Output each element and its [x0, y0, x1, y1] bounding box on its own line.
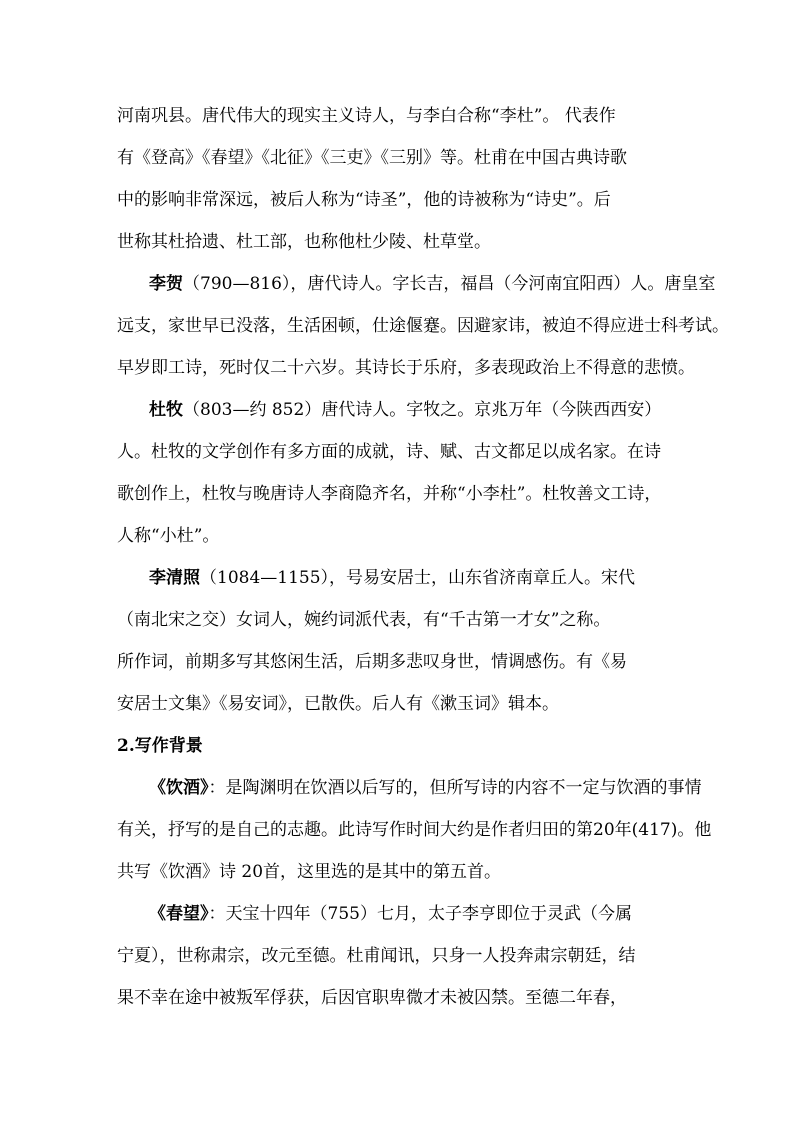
poem-title: 《饮酒》	[149, 778, 209, 798]
text-line: 河南巩县。唐代伟大的现实主义诗人，与李白合称“李杜”。 代表作	[117, 106, 616, 126]
text-line: 人。杜牧的文学创作有多方面的成就，诗、赋、古文都足以成名家。在诗	[117, 442, 661, 462]
paragraph-first-line	[149, 268, 789, 300]
text-line: 远支，家世早已没落，生活困顿，仕途偃蹇。因避家讳，被迫不得应进士科考试。	[117, 316, 729, 336]
text-line: 共写《饮酒》诗 20首，这里选的是其中的第五首。	[117, 862, 502, 882]
section-heading: 2.写作背景	[117, 736, 203, 756]
text-line: 早岁即工诗，死时仅二十六岁。其诗长于乐府，多表现政治上不得意的悲愤。	[117, 358, 695, 378]
text-line: 果不幸在途中被叛军俘获，后因官职卑微才未被囚禁。至德二年春，	[117, 988, 627, 1008]
text-line: （南北宋之交）女词人，婉约词派代表，有“千古第一才女”之称。	[117, 610, 611, 630]
text-line: 有《登高》《春望》《北征》《三吏》《三别》等。杜甫在中国古典诗歌	[117, 148, 627, 168]
text-run: （1084—1155），号易安居士，山东省济南章丘人。宋代	[200, 568, 636, 588]
text-run: （803—约 852）唐代诗人。字牧之。京兆万年（今陕西西安）	[183, 400, 662, 420]
author-name: 李贺	[149, 274, 183, 294]
paragraph-first-line	[149, 562, 789, 594]
text-line: 中的影响非常深远，被后人称为“诗圣”，他的诗被称为“诗史”。后	[117, 190, 611, 210]
text-line: 所作词，前期多写其悠闲生活，后期多悲叹身世，情调感伤。有《易	[117, 652, 627, 672]
text-line: 有关，抒写的是自己的志趣。此诗写作时间大约是作者归田的第20年(417)。他	[117, 820, 712, 840]
paragraph-first-line	[149, 772, 789, 804]
text-run: ：是陶渊明在饮酒以后写的，但所写诗的内容不一定与饮酒的事情	[208, 778, 702, 798]
text-line: 世称其杜拾遗、杜工部，也称他杜少陵、杜草堂。	[117, 232, 491, 252]
text-line: 歌创作上，杜牧与晚唐诗人李商隐齐名，并称“小李杜”。杜牧善文工诗，	[117, 484, 662, 504]
text-run: （790—816），唐代诗人。字长吉，福昌（今河南宜阳西）人。唐皇室	[183, 274, 716, 294]
text-line: 安居士文集》《易安词》，已散佚。后人有《漱玉词》辑本。	[117, 694, 559, 714]
paragraph-first-line	[149, 898, 789, 930]
text-run: ：天宝十四年（755）七月，太子李亨即位于灵武（今属	[208, 904, 632, 924]
poem-title: 《春望》	[149, 904, 209, 924]
text-line: 人称“小杜”。	[117, 526, 220, 546]
author-name: 杜牧	[149, 400, 183, 420]
author-name: 李清照	[149, 568, 200, 588]
text-line: 宁夏），世称肃宗，改元至德。杜甫闻讯，只身一人投奔肃宗朝廷，结	[117, 946, 636, 966]
paragraph-first-line	[149, 394, 789, 426]
